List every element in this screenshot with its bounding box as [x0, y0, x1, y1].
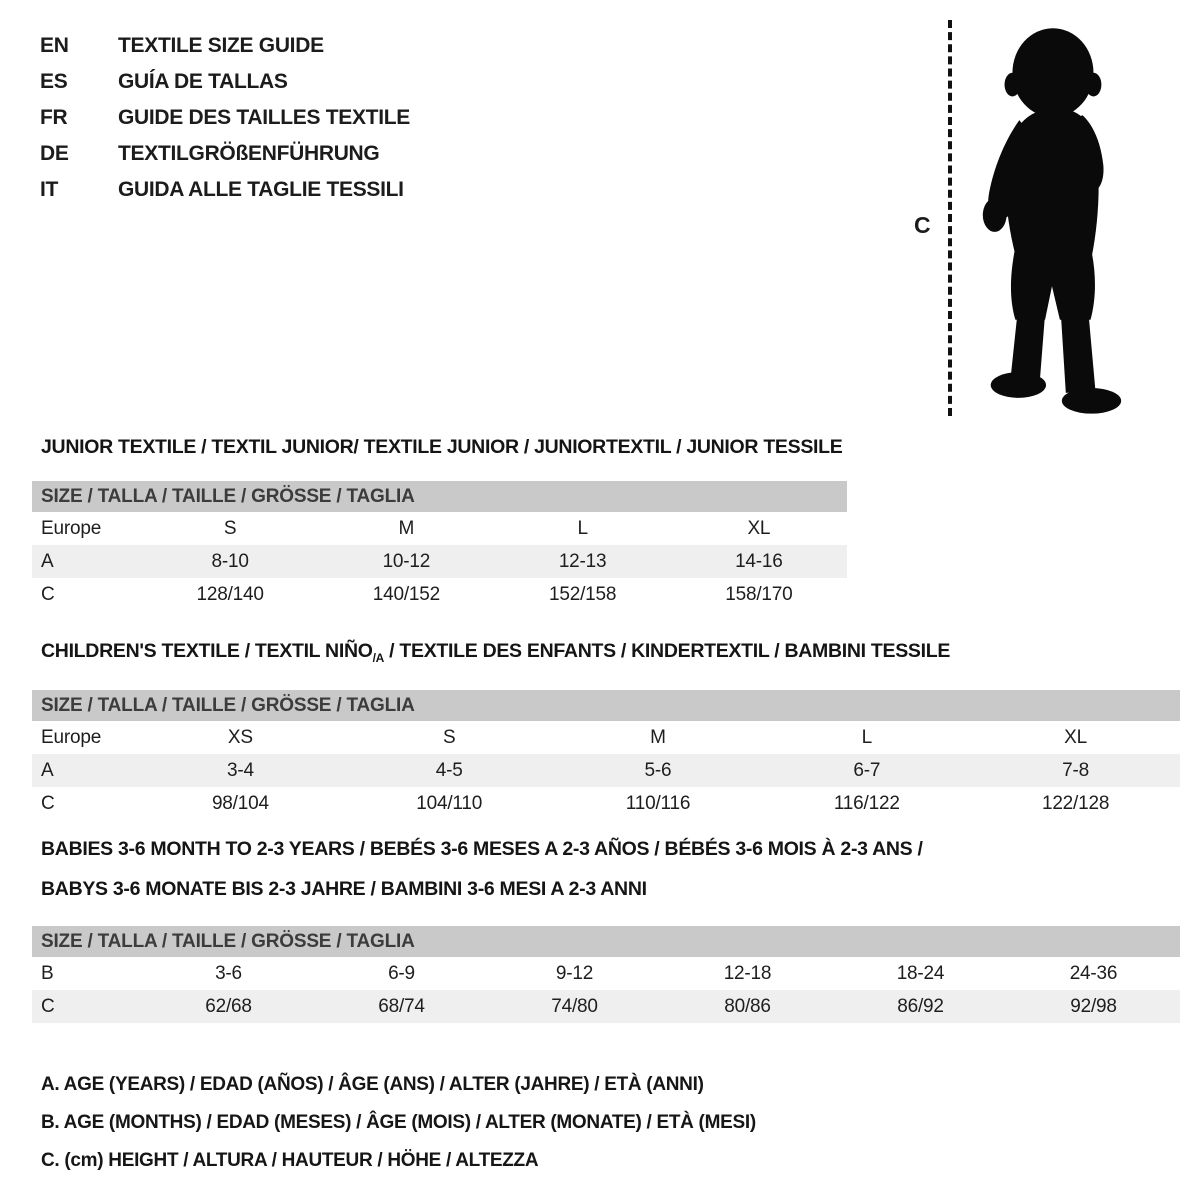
- children-size-table: [32, 690, 1180, 820]
- size-header-bar: SIZE / TALLA / TAILLE / GRÖSSE / TAGLIA: [32, 690, 1180, 721]
- table-row-age: [32, 754, 1180, 787]
- table-cell: XL: [747, 517, 771, 539]
- legend-line-a: A. AGE (YEARS) / EDAD (AÑOS) / ÂGE (ANS) / ALTER (JAHRE) / ETÀ (ANNI): [41, 1074, 704, 1095]
- lang-label: GUIDA ALLE TAGLIE TESSILI: [118, 178, 404, 201]
- table-row-europe: [32, 512, 847, 545]
- table-cell: 128/140: [196, 583, 264, 605]
- row-label: C: [32, 990, 142, 1023]
- babies-section-title-line2: BABYS 3-6 MONATE BIS 2-3 JAHRE / BAMBINI 3-6 MESI A 2-3 ANNI: [41, 878, 647, 900]
- height-dashed-line: [948, 20, 952, 416]
- table-cell: 152/158: [548, 583, 617, 605]
- legend-line-c: C. (cm) HEIGHT / ALTURA / HAUTEUR / HÖHE / ALTEZZA: [41, 1150, 539, 1171]
- table-cell: 8-10: [142, 545, 318, 578]
- table-row-height: [32, 787, 1180, 820]
- lang-code: EN: [40, 34, 69, 57]
- row-label: Europe: [41, 726, 102, 748]
- height-measure-figure: [900, 12, 1160, 432]
- table-cell: 62/68: [142, 990, 315, 1023]
- table-row-europe: [32, 721, 1180, 754]
- table-row-months: [32, 957, 1180, 990]
- table-cell: 10-12: [318, 545, 494, 578]
- table-row-age: [32, 545, 847, 578]
- table-cell: 158/170: [725, 583, 793, 605]
- lang-code: ES: [40, 70, 68, 93]
- babies-section-title-line1: BABIES 3-6 MONTH TO 2-3 YEARS / BEBÉS 3-6 MESES A 2-3 AÑOS / BÉBÉS 3-6 MOIS À 2-3 ANS /: [41, 838, 923, 860]
- row-label: C: [41, 583, 55, 605]
- lang-row-fr: [40, 100, 410, 136]
- table-cell: 7-8: [971, 754, 1180, 787]
- children-title-rest: / TEXTILE DES ENFANTS / KINDERTEXTIL / BAMBINI TESSILE: [384, 640, 951, 662]
- language-header: [40, 28, 410, 208]
- table-cell: XL: [1064, 726, 1088, 748]
- legend-line-b: B. AGE (MONTHS) / EDAD (MESES) / ÂGE (MOIS) / ALTER (MONATE) / ETÀ (MESI): [41, 1112, 756, 1133]
- table-row-height: [32, 990, 1180, 1023]
- table-cell: 3-4: [136, 754, 345, 787]
- table-cell: 140/152: [372, 583, 441, 605]
- lang-code: DE: [40, 142, 69, 165]
- table-cell: 98/104: [211, 792, 269, 814]
- table-cell: 104/110: [416, 792, 483, 814]
- table-cell: 68/74: [315, 990, 488, 1023]
- table-cell: 24-36: [1069, 962, 1118, 984]
- table-cell: 122/128: [1041, 792, 1110, 814]
- table-cell: 4-5: [345, 754, 554, 787]
- table-cell: 6-9: [388, 962, 415, 984]
- lang-row-de: [40, 136, 410, 172]
- lang-row-es: [40, 64, 410, 100]
- table-cell: 86/92: [834, 990, 1007, 1023]
- table-cell: S: [442, 726, 456, 748]
- baby-silhouette-icon: [966, 18, 1134, 420]
- table-cell: 12-18: [723, 962, 772, 984]
- size-header-bar: SIZE / TALLA / TAILLE / GRÖSSE / TAGLIA: [32, 481, 847, 512]
- table-cell: L: [861, 726, 872, 748]
- table-cell: M: [650, 726, 666, 748]
- lang-row-it: [40, 172, 410, 208]
- row-label: C: [41, 792, 55, 814]
- lang-code: IT: [40, 178, 59, 201]
- table-cell: 9-12: [555, 962, 594, 984]
- table-cell: 92/98: [1007, 990, 1180, 1023]
- table-cell: 116/122: [833, 792, 900, 814]
- table-cell: 6-7: [762, 754, 971, 787]
- lang-label: GUIDE DES TAILLES TEXTILE: [118, 106, 410, 129]
- row-label: A: [32, 545, 142, 578]
- table-cell: 3-6: [215, 962, 242, 984]
- lang-label: TEXTILE SIZE GUIDE: [118, 34, 324, 57]
- measure-c-label: C: [914, 212, 931, 238]
- table-cell: M: [398, 517, 415, 539]
- row-label: Europe: [41, 517, 102, 539]
- lang-code: FR: [40, 106, 68, 129]
- babies-size-table: [32, 926, 1180, 1023]
- size-header-bar: SIZE / TALLA / TAILLE / GRÖSSE / TAGLIA: [32, 926, 1180, 957]
- table-cell: 5-6: [554, 754, 763, 787]
- table-row-height: [32, 578, 847, 611]
- children-title-subscript: /A: [372, 650, 385, 665]
- table-cell: 12-13: [495, 545, 671, 578]
- row-label: A: [32, 754, 136, 787]
- children-section-title: [41, 640, 950, 665]
- table-cell: XS: [227, 726, 253, 748]
- junior-size-table: [32, 481, 847, 611]
- table-cell: 18-24: [896, 962, 945, 984]
- lang-row-en: [40, 28, 410, 64]
- table-cell: 14-16: [671, 545, 847, 578]
- row-label: B: [41, 962, 54, 984]
- junior-section-title: JUNIOR TEXTILE / TEXTIL JUNIOR/ TEXTILE JUNIOR / JUNIORTEXTIL / JUNIOR TESSILE: [41, 436, 843, 458]
- table-cell: 74/80: [488, 990, 661, 1023]
- children-title-main: CHILDREN'S TEXTILE / TEXTIL NIÑO: [41, 640, 373, 662]
- table-cell: 80/86: [661, 990, 834, 1023]
- table-cell: S: [223, 517, 237, 539]
- legend: [41, 1066, 756, 1180]
- lang-label: TEXTILGRÖßENFÜHRUNG: [118, 142, 380, 165]
- table-cell: L: [577, 517, 588, 539]
- lang-label: GUÍA DE TALLAS: [118, 70, 288, 93]
- table-cell: 110/116: [625, 792, 691, 814]
